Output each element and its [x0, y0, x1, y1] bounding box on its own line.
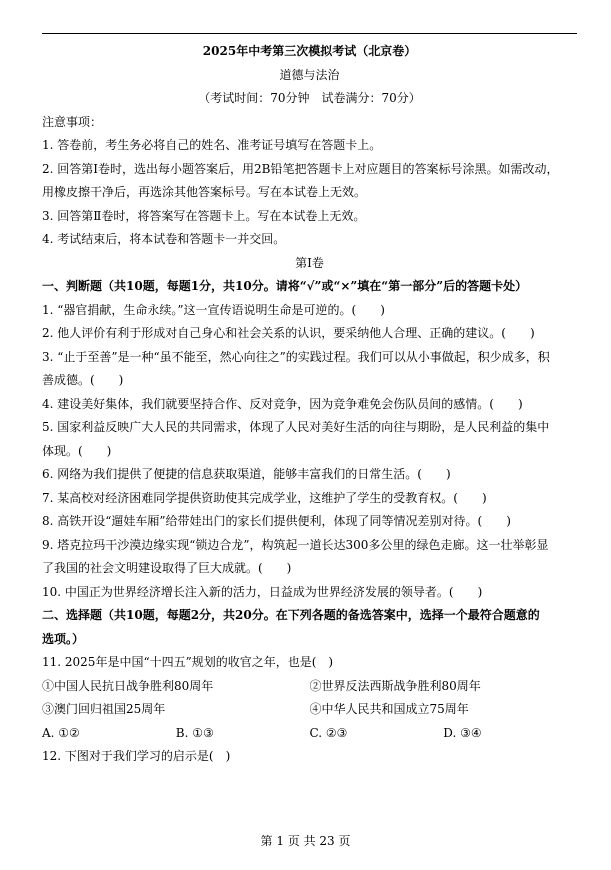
question-line: 9. 塔克拉玛干沙漠边缘实现“锁边合龙”，构筑起一道长达300多公里的绿色走廊。这一壮举彰显 — [42, 537, 549, 552]
q11-statements-row — [42, 698, 577, 722]
q11-option-d: D. ③④ — [443, 725, 482, 740]
page-footer: 第 1 页 共 23 页 — [260, 834, 351, 848]
question-line: 2. 他人评价有利于形成对自己身心和社会关系的认识，要采纳他人合理、正确的建议。( ) — [42, 326, 535, 340]
section2-heading: 选项。） — [42, 631, 85, 646]
question-line: 1. “器官捐献，生命永续。”这一宣传语说明生命是可逆的。( ) — [42, 302, 385, 317]
q11-statement: ④中华人民共和国成立75周年 — [309, 702, 469, 716]
question-line: 4. 建设美好集体，我们就要坚持合作、反对竞争，因为竞争难免会伤队员间的感情。( ) — [42, 396, 523, 411]
question-line: 3. “止于至善”是一种“虽不能至，然心向往之”的实践过程。我们可以从小事做起，积少成多，积 — [42, 349, 550, 364]
question-line: 5. 国家利益反映广大人民的共同需求，体现了人民对美好生活的向往与期盼，是人民利益的集中 — [42, 420, 550, 434]
question-line: 8. 高铁开设“遛娃车厢”给带娃出门的家长们提供便利，体现了同等情况差别对待。( ) — [42, 514, 511, 528]
q11-statement: ③澳门回归祖国25周年 — [42, 702, 166, 716]
section1-heading: 一、判断题（共10题，每题1分，共10分。请将“√”或“×”填在“第一部分”后的答题卡处） — [42, 279, 528, 293]
question-line: 6. 网络为我们提供了便捷的信息获取渠道，能够丰富我们的日常生活。( ) — [42, 467, 451, 481]
page-content — [42, 40, 577, 769]
q11-option-c: C. ②③ — [309, 725, 348, 740]
question-line: 7. 某高校对经济困难同学提供资助使其完成学业，这维护了学生的受教育权。( ) — [42, 490, 487, 505]
exam-info: （考试时间：70分钟 试卷满分：70分） — [198, 91, 421, 105]
question-line: 体现。( ) — [42, 443, 112, 458]
top-rule — [42, 33, 577, 34]
note-line: 用橡皮擦干净后，再选涂其他答案标号。写在本试卷上无效。 — [42, 185, 367, 199]
notes-heading: 注意事项： — [42, 114, 103, 129]
note-line: 3. 回答第Ⅱ卷时，将答案写在答题卡上。写在本试卷上无效。 — [42, 208, 366, 223]
question-line: 10. 中国正为世界经济增长注入新的活力，日益成为世界经济发展的领导者。( ) — [42, 584, 483, 599]
subject-title: 道德与法治 — [279, 67, 340, 82]
note-line: 4. 考试结束后，将本试卷和答题卡一并交回。 — [42, 232, 286, 246]
q11-option-a: A. ①② — [42, 725, 80, 740]
q11-stem: 11. 2025年是中国“十四五”规划的收官之年，也是( ) — [42, 655, 334, 669]
section2-heading: 二、选择题（共10题，每题2分，共20分。在下列各题的备选答案中，选择一个最符合题意的 — [42, 608, 540, 622]
question-line: 善成德。( ) — [42, 373, 124, 387]
exam-title: 2025年中考第三次模拟考试（北京卷） — [202, 44, 417, 58]
q11-statement: ①中国人民抗日战争胜利80周年 — [42, 678, 214, 693]
note-line: 1. 答卷前，考生务必将自己的姓名、准考证号填写在答题卡上。 — [42, 138, 382, 152]
q11-options-row — [42, 722, 577, 746]
note-line: 2. 回答第Ⅰ卷时，选出每小题答案后，用2B铅笔把答题卡上对应题目的答案标号涂黑。如需改动， — [42, 161, 559, 176]
question-line: 了我国的社会文明建设取得了巨大成就。( ) — [42, 561, 292, 575]
q11-option-b: B. ①③ — [175, 725, 214, 740]
volume-title: 第Ⅰ卷 — [295, 255, 324, 270]
q12-stem: 12. 下图对于我们学习的启示是( ) — [42, 749, 231, 763]
q11-statements-row — [42, 675, 577, 699]
q11-statement: ②世界反法西斯战争胜利80周年 — [309, 678, 481, 693]
